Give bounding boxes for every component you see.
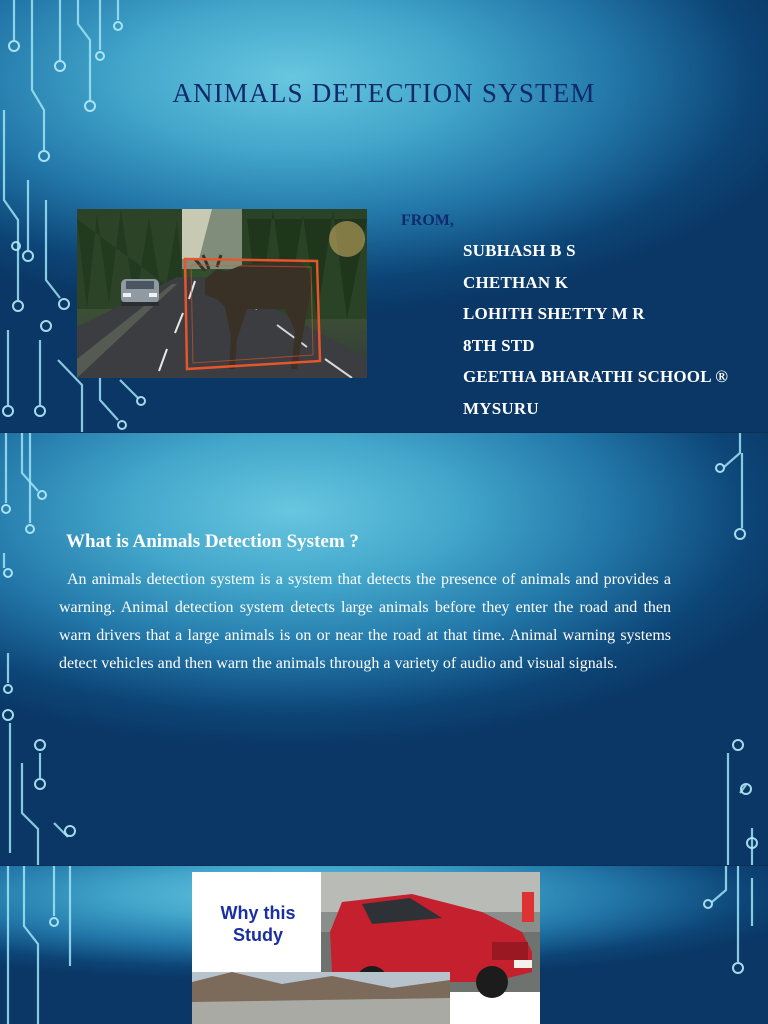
- author-line: SUBHASH B S: [463, 241, 576, 260]
- why-study-title: Why this Study: [220, 903, 296, 945]
- slide-definition: [0, 433, 768, 865]
- author-list: [463, 241, 728, 430]
- road-scene-illustration: [77, 209, 367, 378]
- city-line: MYSURU: [463, 398, 539, 418]
- crashed-truck-illustration: [192, 872, 540, 1024]
- author-line: CHETHAN K: [463, 272, 569, 292]
- school-line: GEETHA BHARATHI SCHOOL ®: [463, 367, 729, 386]
- moose-detection-photo: [77, 209, 367, 378]
- from-label: FROM,: [401, 212, 454, 229]
- definition-body: An animals detection system is a system that detects the presence of animals and provides a warning. Animal detection system detects large animals before they enter the road and then warn drivers that a large animals is on or near the road at that time. Animal warning systems detect vehicles and then warn the animals through a variety of audio and visual signals.: [59, 571, 671, 672]
- grade-line: 8TH STD: [463, 335, 535, 355]
- slide-title: [0, 0, 768, 432]
- slide-title-text: ANIMALS DETECTION SYSTEM: [172, 78, 596, 108]
- definition-heading: What is Animals Detection System ?: [66, 531, 359, 552]
- why-study-image: [192, 872, 540, 1024]
- author-line: LOHITH SHETTY M R: [463, 304, 645, 323]
- slide-why-study: [0, 866, 768, 1024]
